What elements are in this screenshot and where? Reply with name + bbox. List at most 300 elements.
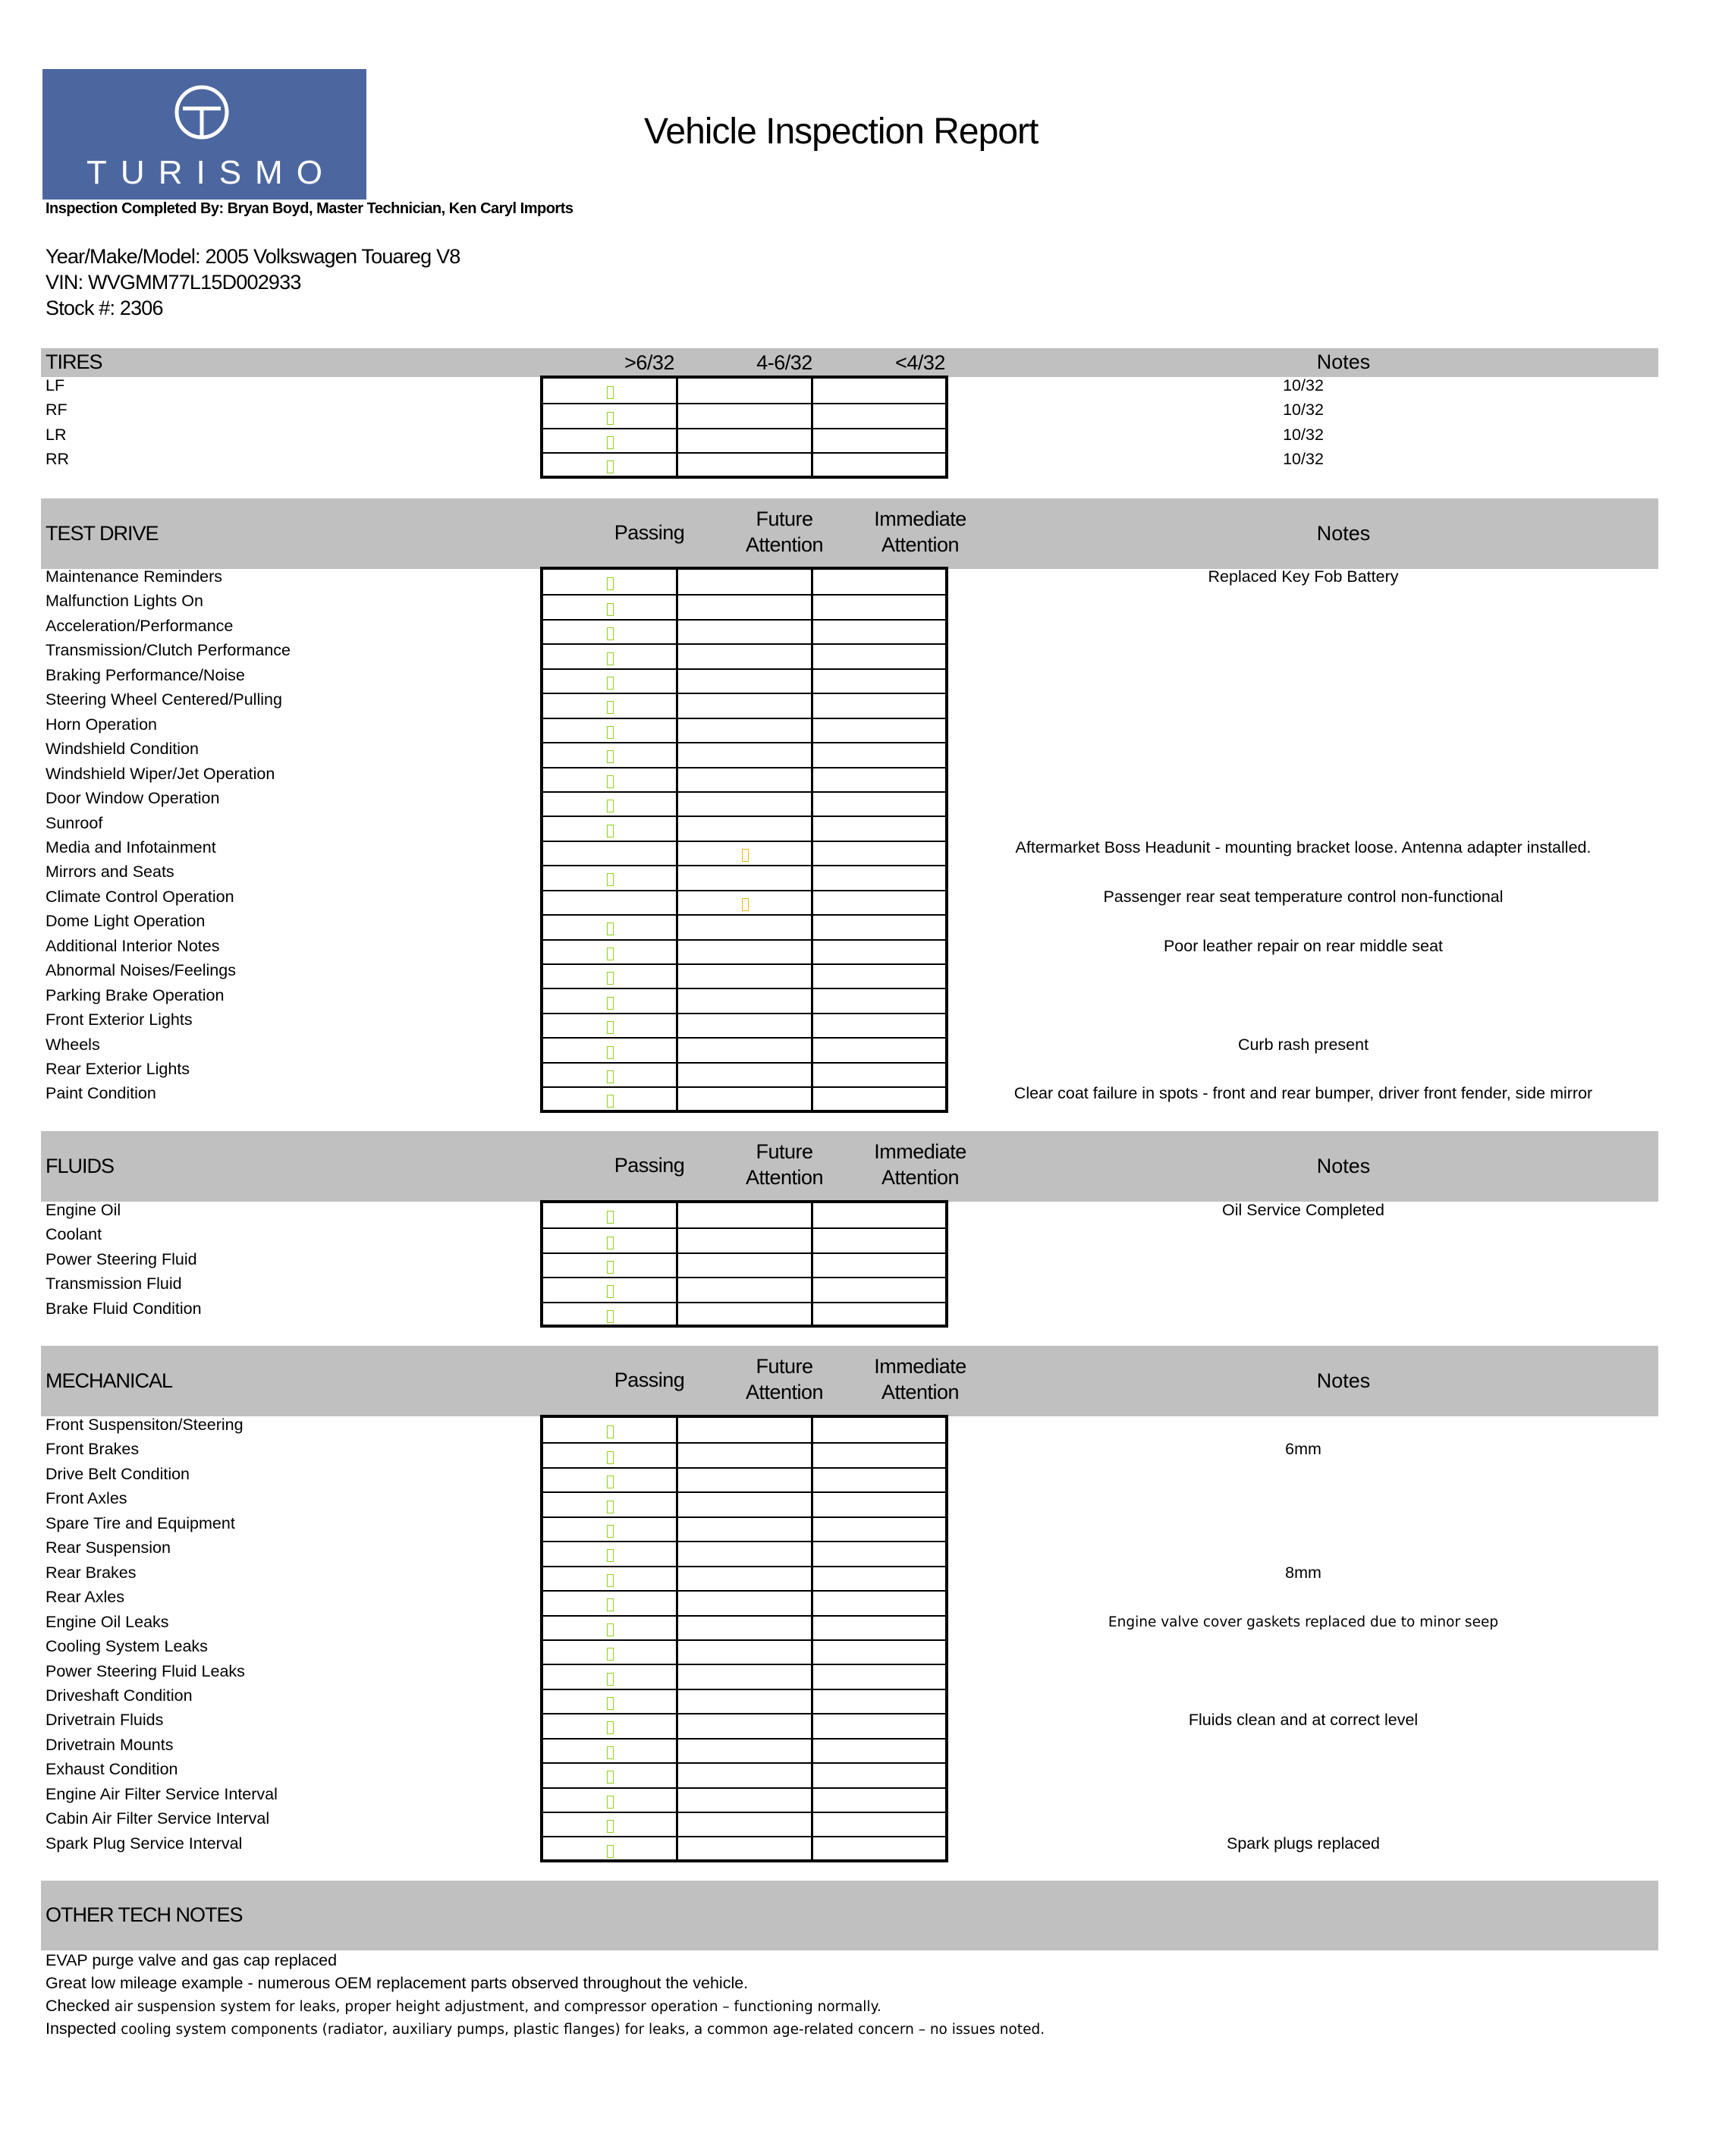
cell-passing	[543, 1740, 678, 1762]
cell-future	[678, 694, 813, 717]
row-label: Malfunction Lights On	[46, 592, 203, 611]
checklist-row	[543, 1491, 945, 1516]
row-label: Windshield Wiper/Jet Operation	[46, 764, 275, 783]
cell-future	[678, 1088, 813, 1111]
cell-immediate	[813, 1064, 945, 1086]
checklist-row	[543, 1639, 945, 1664]
checklist-row	[543, 1467, 945, 1491]
other-note-prefix: Checked	[46, 1997, 115, 2015]
cell-future	[678, 454, 813, 476]
checklist-grid	[540, 567, 948, 1113]
cell-immediate	[813, 1740, 945, 1762]
cell-future	[678, 1203, 813, 1227]
pass-mark-icon	[607, 1021, 614, 1034]
cell-passing	[543, 1592, 678, 1614]
pass-mark-icon	[607, 460, 614, 473]
pass-mark-icon	[607, 922, 614, 935]
row-label: Horn Operation	[46, 715, 157, 734]
other-note-line	[46, 2019, 1045, 2038]
pass-mark-icon	[607, 1261, 614, 1274]
row-label: Door Window Operation	[46, 789, 220, 808]
cell-immediate	[813, 1665, 945, 1688]
cell-immediate	[813, 1229, 945, 1252]
cell-immediate	[813, 1088, 945, 1111]
pass-mark-icon	[607, 1501, 614, 1513]
cell-passing	[543, 1303, 678, 1326]
cell-passing	[543, 670, 678, 693]
page-title: Vehicle Inspection Report	[644, 112, 1039, 152]
cell-immediate	[813, 916, 945, 938]
pass-mark-icon	[607, 577, 614, 590]
cell-future	[678, 1303, 813, 1326]
cell-future	[678, 989, 813, 1012]
cell-passing	[543, 1014, 678, 1037]
row-label: Brake Fluid Condition	[46, 1299, 202, 1318]
checklist-row	[543, 1442, 945, 1466]
row-label: Braking Performance/Noise	[46, 665, 245, 684]
pass-mark-icon	[607, 1746, 614, 1759]
test-drive-section-header	[41, 498, 1658, 569]
row-note: Curb rash present	[1237, 1035, 1369, 1054]
pass-mark-icon	[607, 1820, 614, 1833]
cell-passing	[543, 1617, 678, 1639]
cell-future	[678, 645, 813, 668]
cell-future	[678, 1014, 813, 1037]
col-header-gt6: >6/32	[624, 351, 674, 374]
pass-mark-icon	[607, 1574, 614, 1587]
row-label: RF	[46, 401, 68, 420]
cell-immediate	[813, 768, 945, 791]
pass-mark-icon	[607, 997, 614, 1010]
cell-future	[678, 1567, 813, 1590]
other-note-body: cooling system components (radiator, auxiliary pumps, plastic flanges) for leaks, a common age-related concern – no issues noted.	[121, 2022, 1045, 2038]
row-label: Parking Brake Operation	[46, 985, 225, 1004]
cell-passing	[543, 1064, 678, 1086]
pass-mark-icon	[607, 1697, 614, 1710]
row-label: Cooling System Leaks	[46, 1637, 208, 1656]
cell-immediate	[813, 379, 945, 403]
vin: VIN: WVGMM77L15D002933	[46, 271, 301, 294]
cell-immediate	[813, 1764, 945, 1787]
checklist-row	[543, 1086, 945, 1111]
checklist-row	[543, 791, 945, 816]
cell-passing	[543, 1542, 678, 1565]
mechanical-section-header	[41, 1346, 1658, 1416]
cell-future	[678, 866, 813, 889]
cell-immediate	[813, 570, 945, 594]
checklist-row	[543, 1566, 945, 1590]
row-note: 6mm	[1285, 1440, 1321, 1459]
cell-passing	[543, 1088, 678, 1111]
row-label: Driveshaft Condition	[46, 1686, 193, 1705]
pass-mark-icon	[607, 1598, 614, 1611]
row-label: Rear Exterior Lights	[46, 1060, 190, 1078]
col-header-immediate-1: Immediate	[874, 1355, 966, 1378]
pass-mark-icon	[607, 1845, 614, 1858]
pass-mark-icon	[607, 972, 614, 985]
checklist-row	[543, 939, 945, 963]
row-note: Aftermarket Boss Headunit - mounting bracket loose. Antenna adapter installed.	[1015, 838, 1592, 856]
cell-passing	[543, 1229, 678, 1252]
col-header-future-2: Attention	[745, 533, 824, 556]
cell-passing	[543, 866, 678, 889]
row-label: Mirrors and Seats	[46, 863, 174, 882]
row-label: Dome Light Operation	[46, 912, 206, 931]
checklist-row	[543, 841, 945, 865]
cell-immediate	[813, 596, 945, 618]
col-header-immediate-2: Attention	[881, 533, 960, 556]
cell-immediate	[813, 817, 945, 840]
pass-mark-icon	[607, 1796, 614, 1809]
cell-passing	[543, 941, 678, 963]
col-header-4to6: 4-6/32	[756, 351, 812, 374]
pass-mark-icon	[607, 825, 614, 838]
cell-passing	[543, 916, 678, 938]
cell-passing	[543, 1641, 678, 1664]
attention-mark-icon	[742, 898, 749, 911]
cell-immediate	[813, 1567, 945, 1590]
pass-mark-icon	[607, 1046, 614, 1059]
checklist-row	[543, 693, 945, 717]
row-label: Abnormal Noises/Feelings	[46, 961, 236, 980]
cell-immediate	[813, 793, 945, 816]
row-note: Poor leather repair on rear middle seat	[1163, 936, 1444, 955]
cell-future	[678, 1813, 813, 1836]
pass-mark-icon	[607, 1549, 614, 1562]
cell-future	[678, 1469, 813, 1491]
cell-immediate	[813, 1303, 945, 1326]
cell-immediate	[813, 965, 945, 988]
row-note: Clear coat failure in spots - front and rear bumper, driver front fender, side mirror	[1013, 1084, 1593, 1103]
row-label: Power Steering Fluid	[46, 1249, 197, 1268]
pass-mark-icon	[607, 1310, 614, 1323]
cell-future	[678, 570, 813, 594]
cell-passing	[543, 1764, 678, 1787]
cell-immediate	[813, 842, 945, 865]
cell-immediate	[813, 941, 945, 963]
checklist-row	[543, 1762, 945, 1787]
cell-passing	[543, 1254, 678, 1277]
row-note: Fluids clean and at correct level	[1188, 1711, 1419, 1730]
cell-future	[678, 1518, 813, 1541]
cell-future	[678, 916, 813, 938]
cell-future	[678, 1493, 813, 1516]
col-header-immediate-2: Attention	[881, 1166, 960, 1189]
pass-mark-icon	[607, 1673, 614, 1686]
cell-future	[678, 793, 813, 816]
other-note-line: EVAP purge valve and gas cap replaced	[46, 1951, 338, 1969]
other-note-body: air suspension system for leaks, proper height adjustment, and compressor operation – functioning normally.	[114, 1999, 881, 2015]
checklist-row	[543, 1738, 945, 1762]
col-header-future-1: Future	[756, 508, 813, 530]
checklist-row	[543, 1062, 945, 1086]
cell-future	[678, 1789, 813, 1812]
row-label: Maintenance Reminders	[46, 567, 223, 586]
row-label: RR	[46, 450, 70, 469]
cell-immediate	[813, 1493, 945, 1516]
pass-mark-icon	[607, 1451, 614, 1464]
pass-mark-icon	[607, 386, 614, 399]
cell-immediate	[813, 1469, 945, 1491]
col-header-notes: Notes	[1316, 1155, 1371, 1177]
cell-passing	[543, 842, 678, 865]
row-label: Sunroof	[46, 813, 103, 832]
cell-future	[678, 768, 813, 791]
cell-future	[678, 379, 813, 403]
col-header-future-1: Future	[756, 1140, 813, 1163]
cell-passing	[543, 429, 678, 452]
cell-future	[678, 1690, 813, 1713]
pass-mark-icon	[607, 1211, 614, 1224]
pass-mark-icon	[607, 627, 614, 640]
section-title: TIRES	[46, 350, 102, 373]
row-label: Front Exterior Lights	[46, 1010, 193, 1029]
cell-immediate	[813, 1617, 945, 1639]
checklist-row	[543, 1516, 945, 1541]
cell-future	[678, 941, 813, 963]
checklist-row	[543, 1590, 945, 1614]
cell-passing	[543, 1789, 678, 1812]
other-note-line: Great low mileage example - numerous OEM replacement parts observed throughout the vehicle.	[46, 1974, 749, 1992]
checklist-grid	[540, 1415, 948, 1862]
row-label: Spare Tire and Equipment	[46, 1513, 235, 1532]
cell-future	[678, 1837, 813, 1860]
row-label: Engine Oil	[46, 1201, 121, 1219]
pass-mark-icon	[607, 1623, 614, 1636]
stock-number: Stock #: 2306	[46, 297, 163, 319]
cell-future	[678, 842, 813, 865]
checklist-row	[543, 1227, 945, 1252]
cell-passing	[543, 404, 678, 427]
cell-future	[678, 596, 813, 618]
cell-immediate	[813, 454, 945, 476]
cell-immediate	[813, 645, 945, 668]
checklist-row	[543, 767, 945, 791]
section-title: TEST DRIVE	[46, 522, 159, 545]
cell-future	[678, 1418, 813, 1442]
cell-passing	[543, 768, 678, 791]
col-header-future-2: Attention	[745, 1166, 824, 1189]
section-title: FLUIDS	[46, 1155, 115, 1177]
row-note: 10/32	[1283, 450, 1324, 469]
checklist-row	[543, 963, 945, 988]
row-label: Rear Brakes	[46, 1563, 137, 1582]
cell-passing	[543, 719, 678, 742]
row-note: 8mm	[1285, 1563, 1321, 1582]
row-label: Front Suspensiton/Steering	[46, 1416, 244, 1434]
pass-mark-icon	[607, 677, 614, 690]
pass-mark-icon	[607, 1425, 614, 1438]
cell-passing	[543, 1493, 678, 1516]
cell-future	[678, 1592, 813, 1614]
pass-mark-icon	[607, 1771, 614, 1784]
checklist-row	[543, 718, 945, 742]
cell-passing	[543, 621, 678, 643]
cell-passing	[543, 793, 678, 816]
checklist-row	[543, 1418, 945, 1442]
checklist-row	[543, 1836, 945, 1860]
cell-passing	[543, 817, 678, 840]
checklist-row	[543, 1037, 945, 1061]
cell-passing	[543, 743, 678, 766]
cell-future	[678, 817, 813, 840]
cell-immediate	[813, 1789, 945, 1812]
section-title: OTHER TECH NOTES	[46, 1903, 243, 1926]
pass-mark-icon	[607, 412, 614, 425]
pass-mark-icon	[607, 436, 614, 449]
pass-mark-icon	[607, 800, 614, 812]
cell-future	[678, 719, 813, 742]
pass-mark-icon	[607, 1095, 614, 1108]
cell-immediate	[813, 1039, 945, 1061]
cell-future	[678, 1039, 813, 1061]
row-label: Transmission/Clutch Performance	[46, 641, 291, 660]
checklist-row	[543, 594, 945, 618]
cell-future	[678, 1714, 813, 1737]
row-label: Drivetrain Fluids	[46, 1711, 164, 1730]
cell-passing	[543, 1690, 678, 1713]
cell-future	[678, 891, 813, 914]
cell-future	[678, 1617, 813, 1639]
checklist-row	[543, 619, 945, 643]
cell-immediate	[813, 1014, 945, 1037]
pass-mark-icon	[607, 1721, 614, 1734]
col-header-passing: Passing	[614, 1154, 685, 1177]
other-note-prefix: Inspected	[46, 2019, 121, 2038]
checklist-row	[543, 742, 945, 766]
row-note: Oil Service Completed	[1222, 1201, 1384, 1219]
cell-future	[678, 1641, 813, 1664]
checklist-row	[543, 1664, 945, 1688]
cell-passing	[543, 570, 678, 594]
cell-immediate	[813, 1254, 945, 1277]
row-label: Spark Plug Service Interval	[46, 1834, 243, 1853]
cell-immediate	[813, 1690, 945, 1713]
cell-passing	[543, 1567, 678, 1590]
cell-passing	[543, 1714, 678, 1737]
row-label: Exhaust Condition	[46, 1760, 178, 1779]
pass-mark-icon	[607, 603, 614, 616]
cell-immediate	[813, 743, 945, 766]
cell-passing	[543, 1518, 678, 1541]
checklist-grid	[540, 376, 948, 479]
other-notes-section-header	[41, 1881, 1658, 1950]
col-header-immediate-2: Attention	[881, 1381, 960, 1403]
row-note: Spark plugs replaced	[1227, 1834, 1380, 1853]
tires-section-header	[41, 348, 1658, 377]
row-label: Additional Interior Notes	[46, 936, 220, 955]
cell-future	[678, 1229, 813, 1252]
checklist-row	[543, 988, 945, 1012]
cell-future	[678, 1064, 813, 1086]
cell-passing	[543, 1418, 678, 1442]
row-note: 10/32	[1283, 401, 1324, 420]
cell-passing	[543, 1203, 678, 1227]
pass-mark-icon	[607, 775, 614, 788]
checklist-row	[543, 452, 945, 476]
pass-mark-icon	[607, 750, 614, 763]
pass-mark-icon	[607, 1237, 614, 1249]
cell-immediate	[813, 866, 945, 889]
checklist-row	[543, 668, 945, 693]
cell-immediate	[813, 1837, 945, 1860]
checklist-row	[543, 1787, 945, 1812]
cell-future	[678, 404, 813, 427]
year-make-model: Year/Make/Model: 2005 Volkswagen Touareg V8	[46, 245, 460, 268]
fluids-section-header	[41, 1131, 1658, 1202]
cell-immediate	[813, 1418, 945, 1442]
cell-passing	[543, 1665, 678, 1688]
cell-passing	[543, 1039, 678, 1061]
other-note-line	[46, 1997, 881, 2016]
pass-mark-icon	[607, 701, 614, 714]
cell-future	[678, 1542, 813, 1565]
cell-future	[678, 670, 813, 693]
cell-future	[678, 1278, 813, 1301]
checklist-row	[543, 816, 945, 840]
row-label: Rear Axles	[46, 1588, 124, 1607]
cell-immediate	[813, 429, 945, 452]
cell-immediate	[813, 1592, 945, 1614]
cell-immediate	[813, 1641, 945, 1664]
row-note: Passenger rear seat temperature control non-functional	[1103, 887, 1504, 906]
checklist-row	[543, 1013, 945, 1037]
cell-future	[678, 965, 813, 988]
row-label: Transmission Fluid	[46, 1274, 182, 1293]
row-label: Front Axles	[46, 1489, 127, 1508]
cell-passing	[543, 694, 678, 717]
checklist-row	[543, 1713, 945, 1737]
checklist-row	[543, 403, 945, 427]
row-label: Media and Infotainment	[46, 838, 216, 856]
col-header-lt4: <4/32	[895, 351, 945, 374]
cell-passing	[543, 965, 678, 988]
cell-future	[678, 621, 813, 643]
pass-mark-icon	[607, 652, 614, 665]
checklist-row	[543, 428, 945, 452]
row-note: Engine valve cover gaskets replaced due to minor seep	[1108, 1614, 1499, 1630]
cell-future	[678, 1254, 813, 1277]
row-label: LR	[46, 425, 67, 444]
cell-immediate	[813, 1203, 945, 1227]
cell-immediate	[813, 1813, 945, 1836]
row-note: Replaced Key Fob Battery	[1208, 567, 1399, 586]
row-label: Cabin Air Filter Service Interval	[46, 1809, 270, 1828]
checklist-row	[543, 914, 945, 938]
pass-mark-icon	[607, 1648, 614, 1661]
cell-passing	[543, 1837, 678, 1860]
row-label: Drive Belt Condition	[46, 1464, 190, 1483]
inspector-line: Inspection Completed By: Bryan Boyd, Master Technician, Ken Caryl Imports	[46, 200, 573, 217]
col-header-notes: Notes	[1316, 350, 1371, 373]
cell-passing	[543, 891, 678, 914]
cell-passing	[543, 596, 678, 618]
checklist-row	[543, 1689, 945, 1713]
checklist-row	[543, 1615, 945, 1639]
cell-future	[678, 743, 813, 766]
logo-wordmark: TURISMO	[86, 154, 336, 191]
col-header-future-1: Future	[756, 1355, 813, 1378]
cell-passing	[543, 1444, 678, 1466]
turismo-logo	[42, 69, 366, 200]
checklist-row	[543, 1541, 945, 1565]
cell-immediate	[813, 404, 945, 427]
pass-mark-icon	[607, 1285, 614, 1298]
cell-immediate	[813, 989, 945, 1012]
cell-future	[678, 1665, 813, 1688]
row-label: Coolant	[46, 1225, 102, 1244]
row-label: Front Brakes	[46, 1440, 140, 1459]
